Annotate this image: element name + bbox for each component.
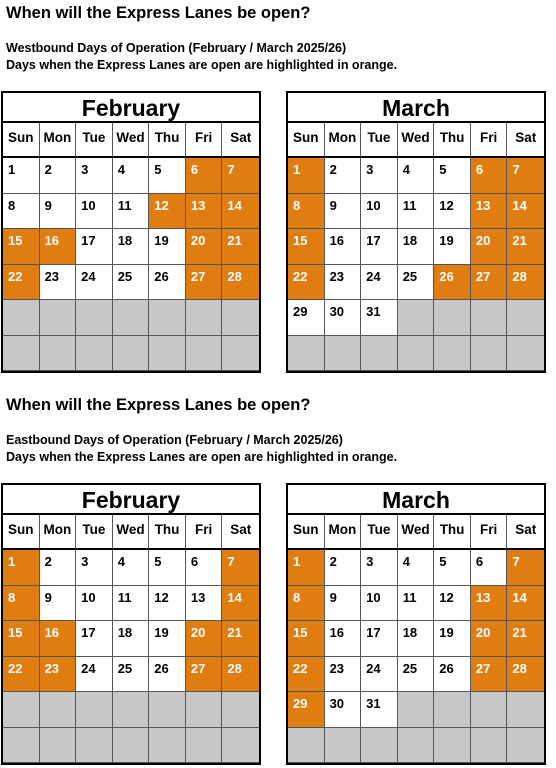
empty-day-cell	[434, 692, 471, 727]
empty-day-cell	[288, 728, 325, 763]
open-day-cell: 23	[40, 657, 77, 692]
day-cell: 3	[76, 158, 113, 193]
weekday-header: Thu	[149, 123, 186, 158]
weekday-header: Fri	[471, 515, 508, 550]
day-cell: 23	[325, 265, 362, 300]
open-day-cell: 20	[471, 621, 508, 656]
empty-day-cell	[325, 336, 362, 371]
empty-day-cell	[40, 300, 77, 335]
open-day-cell: 22	[3, 657, 40, 692]
day-cell: 30	[325, 692, 362, 727]
empty-day-cell	[507, 336, 544, 371]
open-day-cell: 20	[186, 621, 223, 656]
open-day-cell: 27	[471, 657, 508, 692]
open-day-cell: 14	[222, 194, 259, 229]
calendar-month-title: March	[288, 485, 544, 515]
day-cell: 11	[113, 194, 150, 229]
empty-day-cell	[76, 300, 113, 335]
day-cell: 11	[398, 586, 435, 621]
empty-day-cell	[149, 692, 186, 727]
day-cell: 17	[361, 229, 398, 264]
open-day-cell: 13	[471, 586, 508, 621]
empty-day-cell	[3, 728, 40, 763]
empty-day-cell	[3, 336, 40, 371]
empty-day-cell	[76, 728, 113, 763]
day-cell: 13	[186, 586, 223, 621]
open-day-cell: 27	[186, 265, 223, 300]
open-day-cell: 1	[3, 550, 40, 585]
day-cell: 25	[398, 265, 435, 300]
weekday-header: Tue	[361, 515, 398, 550]
day-cell: 24	[361, 265, 398, 300]
eastbound-february-calendar	[1, 483, 261, 765]
empty-day-cell	[222, 336, 259, 371]
day-cell: 29	[288, 300, 325, 335]
day-cell: 11	[113, 586, 150, 621]
weekday-header: Sat	[507, 515, 544, 550]
day-cell: 19	[434, 229, 471, 264]
weekday-header: Thu	[434, 515, 471, 550]
day-cell: 3	[76, 550, 113, 585]
weekday-header: Sun	[288, 515, 325, 550]
open-day-cell: 27	[186, 657, 223, 692]
day-cell: 31	[361, 300, 398, 335]
day-cell: 17	[361, 621, 398, 656]
open-day-cell: 13	[186, 194, 223, 229]
open-day-cell: 22	[288, 657, 325, 692]
open-day-cell: 14	[222, 586, 259, 621]
westbound-march-calendar	[286, 91, 546, 373]
empty-day-cell	[361, 728, 398, 763]
weekday-header: Tue	[361, 123, 398, 158]
day-cell: 10	[76, 194, 113, 229]
open-day-cell: 27	[471, 265, 508, 300]
day-cell: 6	[186, 550, 223, 585]
weekday-header: Thu	[434, 123, 471, 158]
day-cell: 5	[434, 550, 471, 585]
day-cell: 4	[113, 550, 150, 585]
open-day-cell: 7	[222, 158, 259, 193]
weekday-header: Wed	[398, 123, 435, 158]
weekday-header: Sun	[288, 123, 325, 158]
open-day-cell: 20	[186, 229, 223, 264]
empty-day-cell	[325, 728, 362, 763]
open-day-cell: 16	[40, 229, 77, 264]
open-day-cell: 22	[288, 265, 325, 300]
open-day-cell: 16	[40, 621, 77, 656]
empty-day-cell	[434, 300, 471, 335]
day-cell: 12	[434, 586, 471, 621]
day-cell: 2	[40, 550, 77, 585]
weekday-header: Sun	[3, 123, 40, 158]
empty-day-cell	[398, 300, 435, 335]
westbound-note: Days when the Express Lanes are open are highlighted in orange.	[6, 58, 398, 72]
empty-day-cell	[149, 300, 186, 335]
day-cell: 10	[76, 586, 113, 621]
day-cell: 12	[434, 194, 471, 229]
open-day-cell: 21	[222, 229, 259, 264]
open-day-cell: 7	[507, 550, 544, 585]
day-cell: 17	[76, 621, 113, 656]
eastbound-heading: When will the Express Lanes be open?	[6, 396, 311, 414]
open-day-cell: 15	[288, 229, 325, 264]
calendar-month-title: March	[288, 93, 544, 123]
empty-day-cell	[186, 692, 223, 727]
day-cell: 5	[434, 158, 471, 193]
open-day-cell: 8	[3, 586, 40, 621]
day-cell: 19	[434, 621, 471, 656]
day-cell: 30	[325, 300, 362, 335]
weekday-header: Sun	[3, 515, 40, 550]
day-cell: 24	[76, 265, 113, 300]
open-day-cell: 6	[471, 158, 508, 193]
open-day-cell: 21	[507, 621, 544, 656]
calendar-month-title: February	[3, 485, 259, 515]
empty-day-cell	[3, 692, 40, 727]
empty-day-cell	[434, 336, 471, 371]
empty-day-cell	[222, 692, 259, 727]
day-cell: 19	[149, 229, 186, 264]
eastbound-subtitle: Eastbound Days of Operation (February / March 2025/26)	[6, 433, 343, 447]
day-cell: 10	[361, 586, 398, 621]
day-cell: 11	[398, 194, 435, 229]
day-cell: 31	[361, 692, 398, 727]
westbound-heading: When will the Express Lanes be open?	[6, 4, 311, 22]
open-day-cell: 28	[507, 657, 544, 692]
day-cell: 18	[398, 229, 435, 264]
empty-day-cell	[398, 692, 435, 727]
open-day-cell: 15	[3, 229, 40, 264]
open-day-cell: 14	[507, 586, 544, 621]
day-cell: 26	[434, 657, 471, 692]
weekday-header: Wed	[113, 123, 150, 158]
eastbound-section	[0, 392, 556, 768]
westbound-february-calendar	[1, 91, 261, 373]
weekday-header: Mon	[325, 123, 362, 158]
weekday-header: Tue	[76, 123, 113, 158]
weekday-header: Mon	[325, 515, 362, 550]
day-cell: 2	[325, 550, 362, 585]
eastbound-march-calendar	[286, 483, 546, 765]
open-day-cell: 29	[288, 692, 325, 727]
weekday-header: Sat	[222, 123, 259, 158]
open-day-cell: 14	[507, 194, 544, 229]
open-day-cell: 22	[3, 265, 40, 300]
empty-day-cell	[186, 728, 223, 763]
empty-day-cell	[398, 336, 435, 371]
weekday-header: Mon	[40, 515, 77, 550]
empty-day-cell	[222, 300, 259, 335]
day-cell: 3	[361, 158, 398, 193]
day-cell: 12	[149, 586, 186, 621]
open-day-cell: 7	[222, 550, 259, 585]
eastbound-note: Days when the Express Lanes are open are highlighted in orange.	[6, 450, 398, 464]
day-cell: 9	[40, 194, 77, 229]
calendar-month-title: February	[3, 93, 259, 123]
day-cell: 16	[325, 621, 362, 656]
empty-day-cell	[507, 692, 544, 727]
day-cell: 5	[149, 550, 186, 585]
open-day-cell: 26	[434, 265, 471, 300]
empty-day-cell	[288, 336, 325, 371]
weekday-header: Tue	[76, 515, 113, 550]
calendar-grid	[288, 123, 544, 371]
day-cell: 4	[113, 158, 150, 193]
open-day-cell: 13	[471, 194, 508, 229]
open-day-cell: 28	[222, 657, 259, 692]
empty-day-cell	[222, 728, 259, 763]
empty-day-cell	[113, 336, 150, 371]
day-cell: 6	[471, 550, 508, 585]
day-cell: 23	[40, 265, 77, 300]
day-cell: 3	[361, 550, 398, 585]
empty-day-cell	[40, 692, 77, 727]
day-cell: 4	[398, 550, 435, 585]
empty-day-cell	[471, 300, 508, 335]
open-day-cell: 15	[288, 621, 325, 656]
open-day-cell: 21	[507, 229, 544, 264]
day-cell: 5	[149, 158, 186, 193]
weekday-header: Fri	[471, 123, 508, 158]
weekday-header: Thu	[149, 515, 186, 550]
day-cell: 18	[398, 621, 435, 656]
open-day-cell: 20	[471, 229, 508, 264]
open-day-cell: 12	[149, 194, 186, 229]
open-day-cell: 28	[222, 265, 259, 300]
empty-day-cell	[113, 692, 150, 727]
day-cell: 1	[3, 158, 40, 193]
day-cell: 18	[113, 621, 150, 656]
open-day-cell: 8	[288, 586, 325, 621]
open-day-cell: 21	[222, 621, 259, 656]
day-cell: 26	[149, 657, 186, 692]
calendar-grid	[3, 515, 259, 763]
empty-day-cell	[3, 300, 40, 335]
open-day-cell: 28	[507, 265, 544, 300]
day-cell: 2	[325, 158, 362, 193]
empty-day-cell	[113, 300, 150, 335]
calendar-grid	[288, 515, 544, 763]
empty-day-cell	[40, 336, 77, 371]
day-cell: 25	[113, 657, 150, 692]
weekday-header: Wed	[398, 515, 435, 550]
open-day-cell: 7	[507, 158, 544, 193]
day-cell: 25	[113, 265, 150, 300]
westbound-subtitle: Westbound Days of Operation (February / March 2025/26)	[6, 41, 347, 55]
empty-day-cell	[149, 336, 186, 371]
empty-day-cell	[398, 728, 435, 763]
day-cell: 19	[149, 621, 186, 656]
open-day-cell: 15	[3, 621, 40, 656]
weekday-header: Sat	[222, 515, 259, 550]
day-cell: 16	[325, 229, 362, 264]
day-cell: 18	[113, 229, 150, 264]
day-cell: 17	[76, 229, 113, 264]
day-cell: 10	[361, 194, 398, 229]
day-cell: 2	[40, 158, 77, 193]
empty-day-cell	[434, 728, 471, 763]
day-cell: 9	[325, 194, 362, 229]
weekday-header: Fri	[186, 123, 223, 158]
day-cell: 9	[40, 586, 77, 621]
day-cell: 25	[398, 657, 435, 692]
open-day-cell: 1	[288, 550, 325, 585]
empty-day-cell	[361, 336, 398, 371]
open-day-cell: 6	[186, 158, 223, 193]
empty-day-cell	[76, 336, 113, 371]
empty-day-cell	[186, 336, 223, 371]
day-cell: 24	[361, 657, 398, 692]
empty-day-cell	[113, 728, 150, 763]
open-day-cell: 1	[288, 158, 325, 193]
empty-day-cell	[507, 728, 544, 763]
weekday-header: Sat	[507, 123, 544, 158]
open-day-cell: 8	[288, 194, 325, 229]
calendar-grid	[3, 123, 259, 371]
day-cell: 8	[3, 194, 40, 229]
empty-day-cell	[40, 728, 77, 763]
empty-day-cell	[76, 692, 113, 727]
day-cell: 24	[76, 657, 113, 692]
day-cell: 4	[398, 158, 435, 193]
day-cell: 23	[325, 657, 362, 692]
empty-day-cell	[471, 692, 508, 727]
empty-day-cell	[186, 300, 223, 335]
empty-day-cell	[507, 300, 544, 335]
weekday-header: Mon	[40, 123, 77, 158]
empty-day-cell	[149, 728, 186, 763]
empty-day-cell	[471, 336, 508, 371]
day-cell: 9	[325, 586, 362, 621]
day-cell: 26	[149, 265, 186, 300]
weekday-header: Wed	[113, 515, 150, 550]
weekday-header: Fri	[186, 515, 223, 550]
empty-day-cell	[471, 728, 508, 763]
